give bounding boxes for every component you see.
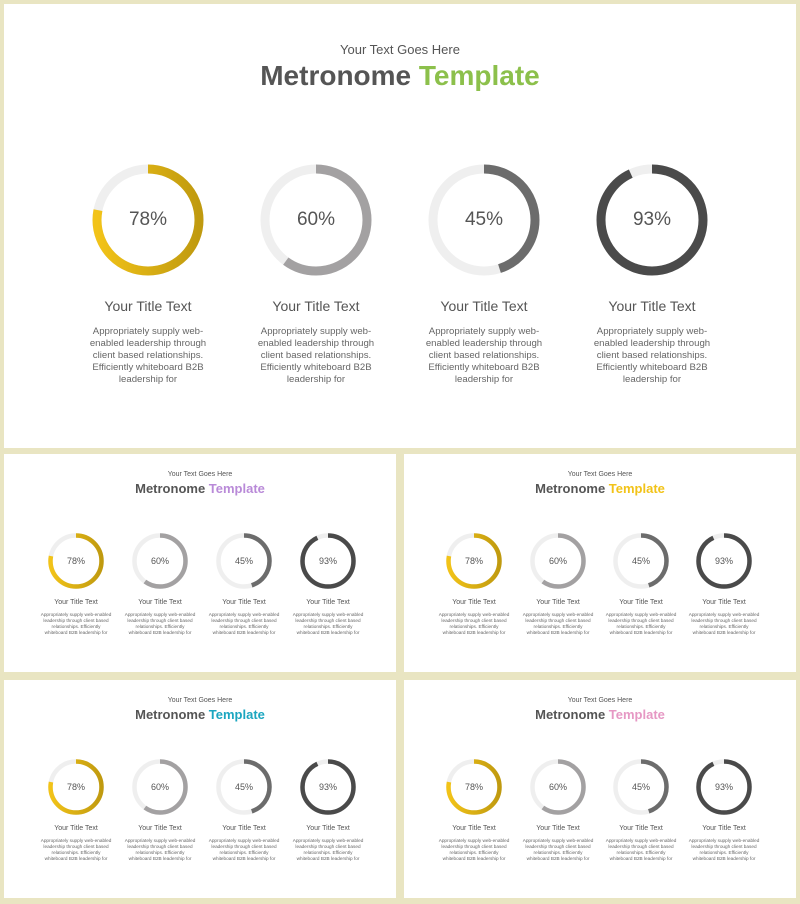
item-description: Appropriately supply web-enabled leadership through client based relationships. Efficiently whiteboard B2B leadership for — [593, 326, 711, 385]
ring-percent-label: 60% — [548, 556, 567, 566]
metric-item — [53, 162, 243, 386]
item-title: Your Title Text — [608, 298, 696, 314]
ring-percent-label: 45% — [234, 556, 253, 566]
metric-item — [511, 758, 605, 862]
progress-ring — [215, 532, 273, 590]
item-description: Appropriately supply web-enabled leadership through client based relationships. Efficiently whiteboard B2B leadership for — [89, 326, 207, 385]
progress-ring — [445, 758, 503, 816]
slide-thumbnail-pink[interactable] — [404, 680, 796, 898]
item-description: Appropriately supply web-enabled leadership through client based relationships. Efficiently whiteboard B2B leadership for — [257, 326, 375, 385]
item-title: Your Title Text — [536, 825, 580, 832]
slide-subtitle: Your Text Goes Here — [567, 471, 633, 478]
item-title: Your Title Text — [452, 599, 496, 606]
item-title: Your Title Text — [306, 599, 350, 606]
progress-ring — [258, 162, 374, 278]
slide-title — [4, 481, 396, 496]
metric-item — [677, 758, 771, 862]
metric-item — [511, 532, 605, 636]
ring-percent-label: 78% — [464, 556, 483, 566]
metric-item — [427, 758, 521, 862]
progress-ring — [529, 532, 587, 590]
item-title: Your Title Text — [54, 599, 98, 606]
slide-thumbnail-purple[interactable] — [4, 454, 396, 672]
slide-subtitle: Your Text Goes Here — [340, 42, 460, 57]
ring-percent-label: 60% — [548, 782, 567, 792]
item-description: Appropriately supply web-enabled leadership through client based relationships. Efficiently whiteboard B2B leadership for — [292, 612, 364, 635]
item-title: Your Title Text — [619, 599, 663, 606]
slide-title — [4, 60, 796, 92]
item-description: Appropriately supply web-enabled leadership through client based relationships. Efficiently whiteboard B2B leadership for — [688, 838, 760, 861]
title-accent: Template — [208, 707, 265, 722]
slide-subtitle: Your Text Goes Here — [567, 697, 633, 704]
metric-item — [389, 162, 579, 386]
title-main: Metronome — [135, 707, 209, 722]
slide-thumbnail-yellow[interactable] — [404, 454, 796, 672]
item-title: Your Title Text — [536, 599, 580, 606]
progress-ring — [90, 162, 206, 278]
metric-item — [594, 758, 688, 862]
metric-item — [281, 758, 375, 862]
metric-item — [221, 162, 411, 386]
title-main: Metronome — [260, 60, 419, 91]
item-description: Appropriately supply web-enabled leadership through client based relationships. Efficiently whiteboard B2B leadership for — [40, 838, 112, 861]
metric-item — [281, 532, 375, 636]
ring-percent-label: 93% — [714, 782, 733, 792]
metric-item — [557, 162, 747, 386]
metric-item — [113, 532, 207, 636]
progress-ring — [594, 162, 710, 278]
item-description: Appropriately supply web-enabled leadership through client based relationships. Efficiently whiteboard B2B leadership for — [208, 838, 280, 861]
title-accent: Template — [608, 481, 665, 496]
item-description: Appropriately supply web-enabled leadership through client based relationships. Efficiently whiteboard B2B leadership for — [40, 612, 112, 635]
item-title: Your Title Text — [222, 825, 266, 832]
ring-percent-label: 60% — [296, 209, 336, 230]
slide-title — [404, 707, 796, 722]
progress-ring — [426, 162, 542, 278]
slide-subtitle: Your Text Goes Here — [167, 471, 233, 478]
progress-ring — [47, 532, 105, 590]
metric-item — [29, 758, 123, 862]
ring-percent-label: 93% — [318, 556, 337, 566]
progress-ring — [47, 758, 105, 816]
item-title: Your Title Text — [440, 298, 528, 314]
progress-ring — [695, 758, 753, 816]
ring-percent-label: 78% — [66, 556, 85, 566]
progress-ring — [529, 758, 587, 816]
item-title: Your Title Text — [272, 298, 360, 314]
metric-item — [113, 758, 207, 862]
item-description: Appropriately supply web-enabled leadership through client based relationships. Efficiently whiteboard B2B leadership for — [124, 612, 196, 635]
slide-title — [4, 707, 396, 722]
item-description: Appropriately supply web-enabled leadership through client based relationships. Efficiently whiteboard B2B leadership for — [522, 612, 594, 635]
ring-percent-label: 45% — [464, 209, 504, 230]
item-title: Your Title Text — [702, 599, 746, 606]
ring-percent-label: 60% — [150, 556, 169, 566]
ring-percent-label: 78% — [464, 782, 483, 792]
item-title: Your Title Text — [452, 825, 496, 832]
progress-ring — [612, 758, 670, 816]
title-main: Metronome — [535, 481, 609, 496]
ring-percent-label: 78% — [128, 209, 168, 230]
progress-ring — [445, 532, 503, 590]
item-description: Appropriately supply web-enabled leadership through client based relationships. Efficiently whiteboard B2B leadership for — [425, 326, 543, 385]
item-description: Appropriately supply web-enabled leadership through client based relationships. Efficiently whiteboard B2B leadership for — [208, 612, 280, 635]
slide-title — [404, 481, 796, 496]
title-accent: Template — [418, 60, 540, 91]
slide-thumbnail-teal[interactable] — [4, 680, 396, 898]
ring-percent-label: 93% — [714, 556, 733, 566]
item-title: Your Title Text — [54, 825, 98, 832]
ring-percent-label: 78% — [66, 782, 85, 792]
title-main: Metronome — [135, 481, 209, 496]
progress-ring — [215, 758, 273, 816]
item-description: Appropriately supply web-enabled leadership through client based relationships. Efficiently whiteboard B2B leadership for — [124, 838, 196, 861]
item-title: Your Title Text — [104, 298, 192, 314]
item-title: Your Title Text — [138, 825, 182, 832]
item-description: Appropriately supply web-enabled leadership through client based relationships. Efficiently whiteboard B2B leadership for — [605, 838, 677, 861]
title-accent: Template — [208, 481, 265, 496]
item-title: Your Title Text — [222, 599, 266, 606]
metric-item — [677, 532, 771, 636]
metric-item — [427, 532, 521, 636]
item-description: Appropriately supply web-enabled leadership through client based relationships. Efficiently whiteboard B2B leadership for — [438, 838, 510, 861]
progress-ring — [131, 758, 189, 816]
slide-main[interactable] — [4, 4, 796, 448]
progress-ring — [612, 532, 670, 590]
metric-item — [197, 758, 291, 862]
ring-percent-label: 45% — [234, 782, 253, 792]
progress-ring — [299, 532, 357, 590]
ring-percent-label: 45% — [631, 556, 650, 566]
item-description: Appropriately supply web-enabled leadership through client based relationships. Efficiently whiteboard B2B leadership for — [438, 612, 510, 635]
ring-percent-label: 45% — [631, 782, 650, 792]
progress-ring — [695, 532, 753, 590]
ring-percent-label: 93% — [632, 209, 672, 230]
progress-ring — [131, 532, 189, 590]
item-title: Your Title Text — [306, 825, 350, 832]
ring-percent-label: 93% — [318, 782, 337, 792]
metric-item — [594, 532, 688, 636]
metric-item — [197, 532, 291, 636]
ring-percent-label: 60% — [150, 782, 169, 792]
item-title: Your Title Text — [619, 825, 663, 832]
metric-item — [29, 532, 123, 636]
item-description: Appropriately supply web-enabled leadership through client based relationships. Efficiently whiteboard B2B leadership for — [688, 612, 760, 635]
item-title: Your Title Text — [702, 825, 746, 832]
item-description: Appropriately supply web-enabled leadership through client based relationships. Efficiently whiteboard B2B leadership for — [292, 838, 364, 861]
slide-subtitle: Your Text Goes Here — [167, 697, 233, 704]
item-description: Appropriately supply web-enabled leadership through client based relationships. Efficiently whiteboard B2B leadership for — [522, 838, 594, 861]
progress-ring — [299, 758, 357, 816]
title-accent: Template — [608, 707, 665, 722]
item-title: Your Title Text — [138, 599, 182, 606]
item-description: Appropriately supply web-enabled leadership through client based relationships. Efficiently whiteboard B2B leadership for — [605, 612, 677, 635]
title-main: Metronome — [535, 707, 609, 722]
